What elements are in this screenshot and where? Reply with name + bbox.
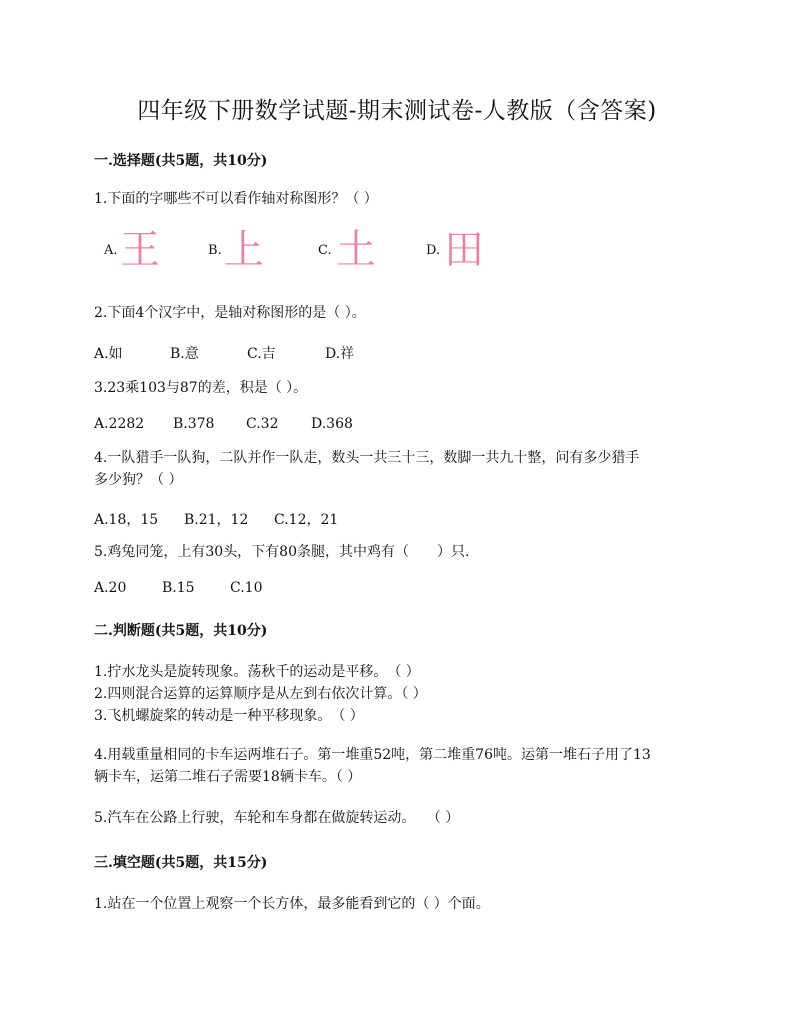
question-3-1: 1.站在一个位置上观察一个长方体，最多能看到它的（ ）个面。 (94, 896, 490, 912)
question-1-4-line1: 4.一队猎手一队狗，二队并作一队走，数头一共三十三，数脚一共九十整，问有多少猎手 (94, 450, 640, 466)
option-c-glyph: 土 (336, 227, 376, 273)
question-1-2: 2.下面4个汉字中，是轴对称图形的是（ ）。 (94, 305, 366, 321)
option-a-glyph: 王 (120, 227, 160, 273)
option-d-glyph: 田 (444, 227, 484, 273)
section-heading-choice: 一.选择题(共5题，共10分) (94, 153, 268, 169)
option-a: A.18，15 (94, 512, 159, 528)
question-1-1: 1.下面的字哪些不可以看作轴对称图形？（ ） (94, 191, 378, 207)
question-1-5-options (94, 580, 262, 596)
section-heading-fill: 三.填空题(共5题，共15分) (94, 855, 268, 871)
question-1-5: 5.鸡兔同笼，上有30头，下有80条腿，其中鸡有（ ）只. (94, 544, 470, 560)
option-a: A.如 (94, 346, 123, 362)
question-2-3: 3.飞机螺旋桨的转动是一种平移现象。 （ ） (94, 708, 364, 724)
question-2-2: 2.四则混合运算的运算顺序是从左到右依次计算。（ ） (94, 686, 427, 702)
option-b-label: B. (208, 243, 222, 258)
option-c: C.10 (230, 580, 263, 596)
option-b: B.意 (170, 346, 199, 362)
question-2-5: 5.汽车在公路上行驶，车轮和车身都在做旋转运动。 （ ） (94, 810, 460, 826)
option-c: C.吉 (247, 346, 276, 362)
option-b: B.21，12 (184, 512, 249, 528)
option-a: A.20 (94, 580, 127, 596)
option-a: A.2282 (94, 416, 145, 432)
option-a-label: A. (104, 243, 118, 258)
option-c: C.32 (246, 416, 279, 432)
question-1-3-options (94, 416, 353, 432)
option-d-label: D. (426, 243, 441, 258)
option-b: B.378 (173, 416, 215, 432)
page-title: 四年级下册数学试题-期末测试卷-人教版（含答案) (137, 98, 657, 124)
option-c-label: C. (318, 243, 332, 258)
question-1-2-options (94, 343, 354, 363)
question-2-1: 1.拧水龙头是旋转现象。荡秋千的运动是平移。 （ ） (94, 664, 420, 680)
option-c: C.12，21 (274, 512, 339, 528)
question-2-4-line1: 4.用载重量相同的卡车运两堆石子。第一堆重52吨，第二堆重76吨。运第一堆石子用了13 (94, 747, 651, 763)
section-heading-judgement: 二.判断题(共5题，共10分) (94, 623, 268, 639)
option-d: D.祥 (325, 346, 355, 362)
question-2-4-line2: 辆卡车，运第二堆石子需要18辆卡车。（ ） (94, 769, 362, 785)
question-1-3: 3.23乘103与87的差，积是（ ）。 (94, 380, 308, 396)
option-b-glyph: 上 (224, 227, 264, 273)
question-1-4-line2: 多少狗？（ ） (94, 472, 183, 488)
question-1-4-options (94, 509, 338, 529)
option-d: D.368 (311, 416, 353, 432)
option-b: B.15 (162, 580, 195, 596)
